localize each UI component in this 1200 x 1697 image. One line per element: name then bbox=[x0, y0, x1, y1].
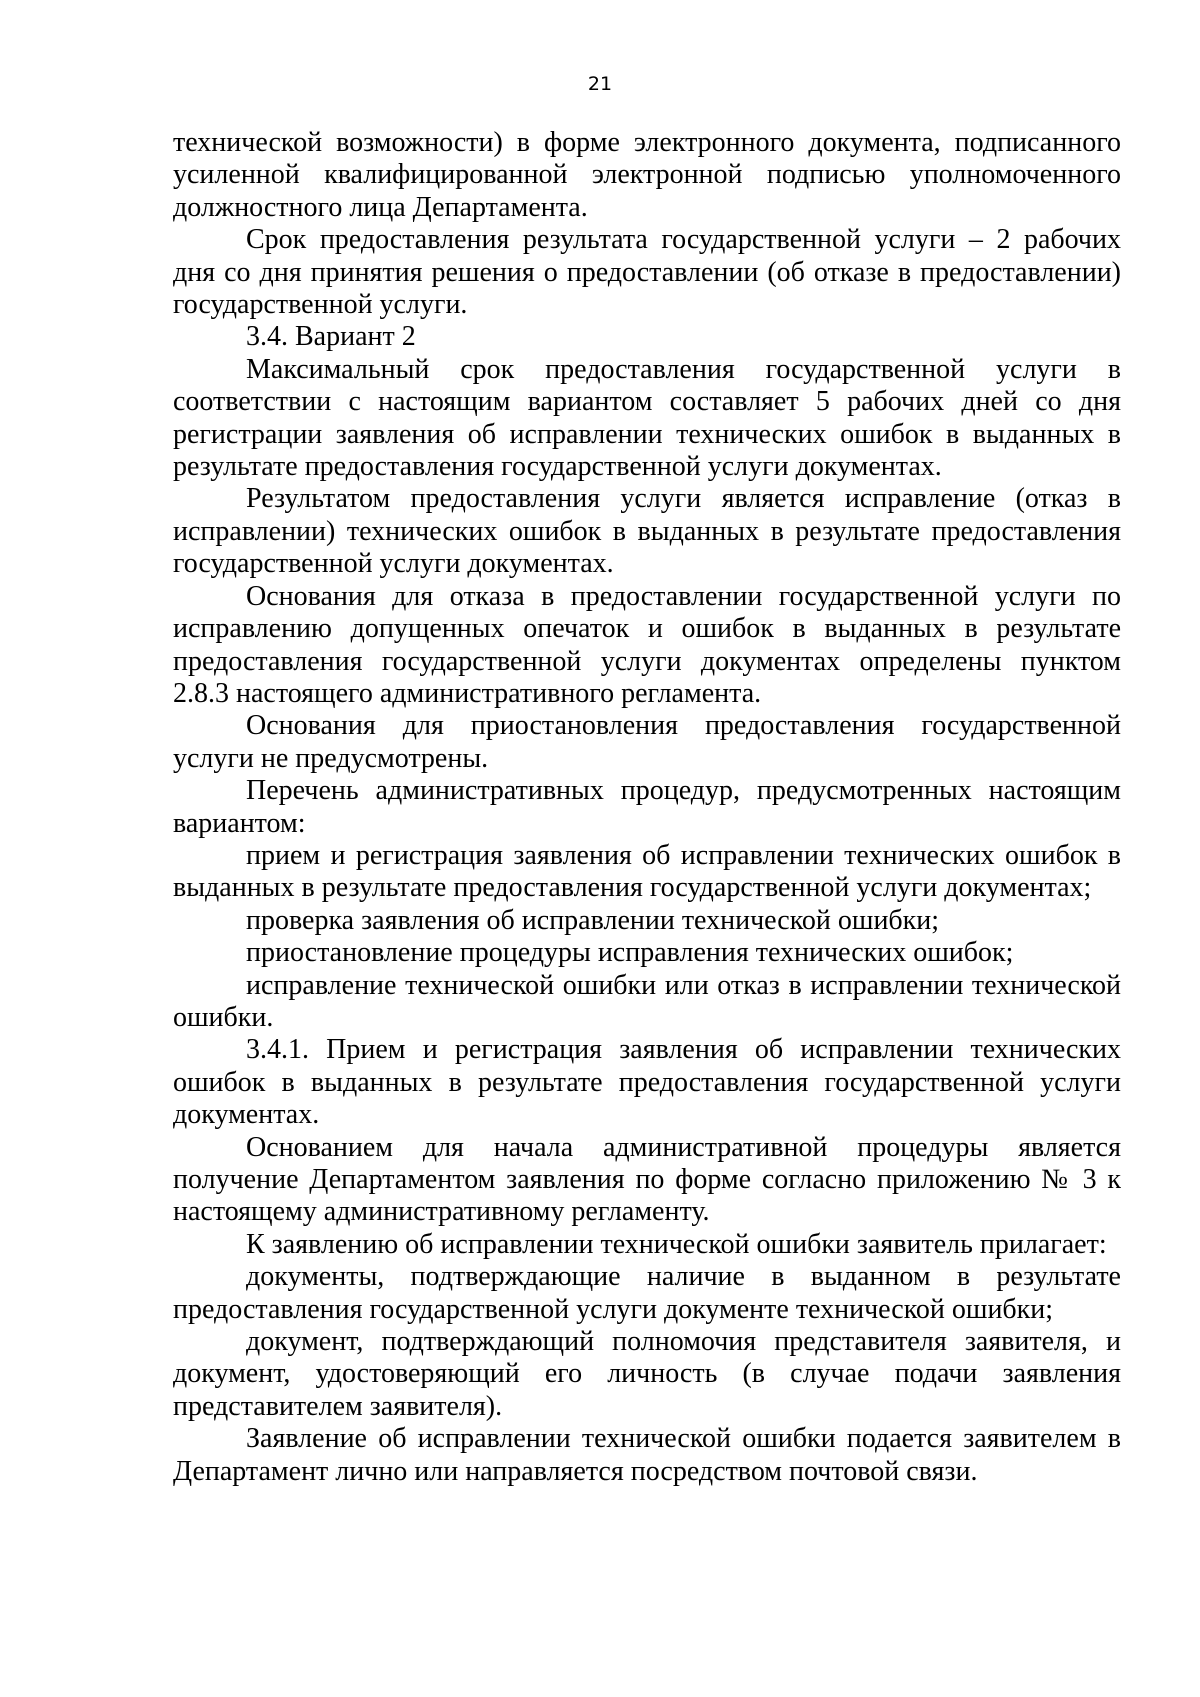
list-item: исправление технической ошибки или отказ в исправлении технической ошибки. bbox=[173, 969, 1121, 1033]
subsection-heading: 3.4.1. Прием и регистрация заявления об исправлении технических ошибок в выданных в результате предоставления государственной услуги документах. bbox=[173, 1034, 1121, 1131]
list-item: приостановление процедуры исправления технических ошибок; bbox=[246, 937, 1014, 969]
paragraph: Основанием для начала административной процедуры является получение Департаментом заявления по форме согласно приложению № 3 к настоящему административному регламенту. bbox=[173, 1131, 1121, 1228]
list-item: прием и регистрация заявления об исправлении технических ошибок в выданных в результате предоставления государственной услуги документах; bbox=[173, 839, 1121, 904]
paragraph: Максимальный срок предоставления государственной услуги в соответствии с настоящим вариантом составляет 5 рабочих дней со дня регистрации заявления об исправлении технических ошибок в выданных в результате предоставления государственной услуги документах. bbox=[173, 353, 1121, 483]
page-number: 21 bbox=[587, 73, 613, 95]
list-item: документ, подтверждающий полномочия представителя заявителя, и документ, удостоверяющий его личность (в случае подачи заявления представителем заявителя). bbox=[173, 1326, 1121, 1422]
paragraph: Основания для отказа в предоставлении государственной услуги по исправлению допущенных опечаток и ошибок в выданных в результате предоставления государственной услуги документах определены пунктом 2.8.3 настоящего административного регламента. bbox=[173, 580, 1121, 709]
list-item: документы, подтверждающие наличие в выданном в результате предоставления государственной услуги документе технической ошибки; bbox=[173, 1261, 1121, 1325]
paragraph: Основания для приостановления предоставления государственной услуги не предусмотрены. bbox=[173, 710, 1121, 774]
paragraph: Перечень административных процедур, предусмотренных настоящим вариантом: bbox=[173, 775, 1121, 839]
paragraph: Заявление об исправлении технической ошибки подается заявителем в Департамент лично или направляется посредством почтовой связи. bbox=[173, 1423, 1121, 1487]
document-body bbox=[173, 127, 1121, 1488]
list-item: проверка заявления об исправлении технической ошибки; bbox=[246, 904, 940, 936]
paragraph: Результатом предоставления услуги является исправление (отказ в исправлении) технических ошибок в выданных в результате предоставления государственной услуги документах. bbox=[173, 483, 1121, 580]
section-heading: 3.4. Вариант 2 bbox=[246, 321, 416, 353]
paragraph: технической возможности) в форме электронного документа, подписанного усиленной квалифицированной электронной подписью уполномоченного должностного лица Департамента. bbox=[173, 127, 1121, 223]
paragraph: К заявлению об исправлении технической ошибки заявитель прилагает: bbox=[246, 1228, 1107, 1260]
paragraph: Срок предоставления результата государственной услуги – 2 рабочих дня со дня принятия решения о предоставлении (об отказе в предоставлении) государственной услуги. bbox=[173, 224, 1121, 321]
